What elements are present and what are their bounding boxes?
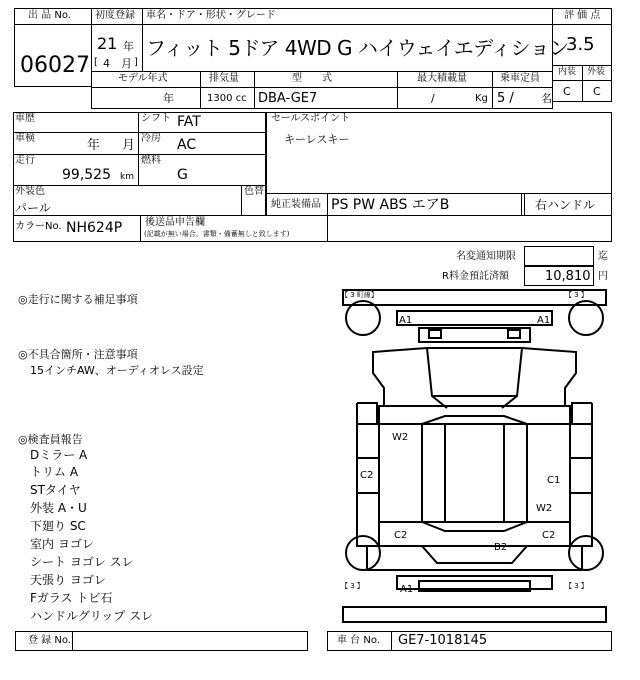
defect-title: ◎不具合箇所・注意事項 bbox=[18, 348, 138, 361]
change-deadline-cell bbox=[524, 246, 594, 266]
model-year-unit: 年 bbox=[163, 92, 174, 105]
load-sep: / bbox=[431, 92, 435, 105]
seats-unit: 名 bbox=[541, 92, 552, 105]
inspection-year-unit: 年 bbox=[87, 138, 101, 153]
inspector-title: ◎検査員報告 bbox=[18, 433, 83, 446]
first-reg-month-close: ] bbox=[134, 57, 138, 68]
mark-right-panel: C1 bbox=[547, 475, 561, 486]
color-value: パール bbox=[15, 201, 51, 215]
recycle-unit: 円 bbox=[598, 271, 608, 282]
ac-value: AC bbox=[177, 137, 197, 153]
aftermarket-label: 後送品申告欄 bbox=[145, 217, 205, 228]
inspector-item: STタイヤ bbox=[30, 483, 81, 497]
mark-rear-left-door: W2 bbox=[392, 432, 409, 443]
inspector-item: ハンドルグリップ スレ bbox=[30, 609, 154, 623]
shift-value: FAT bbox=[177, 114, 201, 130]
sales-point-label: セールスポイント bbox=[271, 113, 351, 124]
mark-rear-left-wheel: C2 bbox=[394, 530, 408, 541]
mark-back-door: B2 bbox=[494, 542, 508, 553]
car-diagram bbox=[337, 288, 612, 626]
reg-no-label: 登 録 No. bbox=[28, 635, 71, 646]
first-reg-month-open: [ bbox=[94, 57, 98, 68]
defect-text: 15インチAW、オーディオレス設定 bbox=[30, 364, 204, 377]
aftermarket-blank-cell bbox=[327, 215, 612, 242]
load-label: 最大積載量 bbox=[417, 73, 467, 84]
color-no-label: カラーNo. bbox=[15, 221, 62, 232]
mark-left-rear-panel: C2 bbox=[360, 470, 374, 481]
recycle-label: R料金預託済額 bbox=[442, 271, 509, 282]
shift-label: シフト bbox=[141, 113, 171, 124]
corner-label-top-left: 【 3 町線】 bbox=[341, 291, 378, 299]
color-cell bbox=[13, 185, 266, 216]
inspector-item: 天張り ヨゴレ bbox=[30, 573, 106, 587]
fuel-value: G bbox=[177, 167, 188, 183]
car-diagram-svg bbox=[337, 288, 612, 626]
ac-label: 冷房 bbox=[141, 133, 161, 144]
inspection-label: 車検 bbox=[15, 133, 35, 144]
handle-value: 右ハンドル bbox=[535, 198, 596, 212]
mileage-unit: km bbox=[120, 172, 134, 182]
load-unit: Kg bbox=[475, 93, 488, 104]
seats-value: 5 / bbox=[497, 91, 514, 106]
car-name: フィット 5ドア 4WD G ハイウェイエディション bbox=[146, 36, 569, 60]
sales-point-cell bbox=[266, 112, 612, 194]
color-change-label: 色替 bbox=[244, 186, 264, 197]
mark-front-bumper-left: A1 bbox=[399, 315, 413, 326]
history-label: 車歴 bbox=[15, 113, 35, 124]
inspection-month-unit: 月 bbox=[122, 138, 136, 153]
mileage-label: 走行 bbox=[15, 155, 35, 166]
equipment-value: PS PW ABS エアB bbox=[331, 197, 450, 213]
recycle-amount: 10,810 bbox=[545, 269, 591, 284]
interior-grade: C bbox=[563, 85, 571, 98]
inspector-item: Fガラス トビ石 bbox=[30, 591, 113, 605]
car-name-label: 車名・ドア・形状・グレード bbox=[146, 10, 276, 21]
change-deadline-label: 名変通知期限 bbox=[456, 251, 516, 262]
chassis-no: GE7-1018145 bbox=[398, 633, 488, 648]
mark-rear-right-wheel: C2 bbox=[542, 530, 556, 541]
first-reg-year-unit: 年 bbox=[123, 40, 134, 53]
first-reg-month: 4 bbox=[103, 57, 110, 70]
chassis-label: 車 台 No. bbox=[337, 635, 380, 646]
score-value: 3.5 bbox=[566, 34, 595, 55]
mark-rear-bumper: A1 bbox=[400, 584, 414, 595]
displacement-label: 排気量 bbox=[209, 73, 239, 84]
color-label: 外装色 bbox=[15, 186, 45, 197]
first-reg-label: 初度登録 bbox=[95, 10, 135, 21]
aftermarket-note: (記載が無い場合、書類・備蓄無しと致します) bbox=[144, 230, 290, 238]
lot-label: 出 品 No. bbox=[28, 10, 71, 21]
model-year-label: モデル年式 bbox=[118, 73, 168, 84]
mark-front-bumper-right: A1 bbox=[537, 315, 551, 326]
interior-label: 内装 bbox=[558, 67, 577, 77]
equipment-label: 純正装備品 bbox=[271, 199, 321, 210]
inspector-item: 外装 A・U bbox=[30, 501, 87, 515]
inspector-item: Dミラー A bbox=[30, 448, 88, 462]
first-reg-year: 21 bbox=[97, 34, 118, 53]
model-label: 型 式 bbox=[292, 73, 332, 84]
lot-number: 06027 bbox=[20, 53, 90, 78]
exterior-grade: C bbox=[593, 85, 601, 98]
inspector-item: トリム A bbox=[30, 465, 79, 479]
inspector-item: シート ヨゴレ スレ bbox=[30, 555, 134, 569]
driving-remarks-title: ◎走行に関する補足事項 bbox=[18, 293, 138, 306]
change-deadline-suffix: 迄 bbox=[598, 251, 608, 262]
color-no-value: NH624P bbox=[66, 220, 123, 236]
corner-label-bottom-left: 【 3 】 bbox=[341, 582, 364, 590]
seats-label: 乗車定員 bbox=[500, 73, 540, 84]
corner-label-bottom-right: 【 3 】 bbox=[565, 582, 588, 590]
first-reg-month-unit: 月 bbox=[121, 57, 132, 70]
sales-point-value: キーレスキー bbox=[284, 133, 350, 146]
inspector-item: 室内 ヨゴレ bbox=[30, 537, 94, 551]
mark-right-rear: W2 bbox=[536, 503, 553, 514]
model-value: DBA-GE7 bbox=[258, 91, 318, 106]
inspector-item: 下廻り SC bbox=[30, 519, 86, 533]
displacement-value: 1300 cc bbox=[207, 93, 247, 104]
mileage-value: 99,525 bbox=[62, 167, 111, 183]
corner-label-top-right: 【 3 】 bbox=[565, 291, 588, 299]
score-label: 評 価 点 bbox=[564, 10, 601, 21]
fuel-label: 燃料 bbox=[141, 155, 161, 166]
exterior-label: 外装 bbox=[587, 67, 606, 77]
